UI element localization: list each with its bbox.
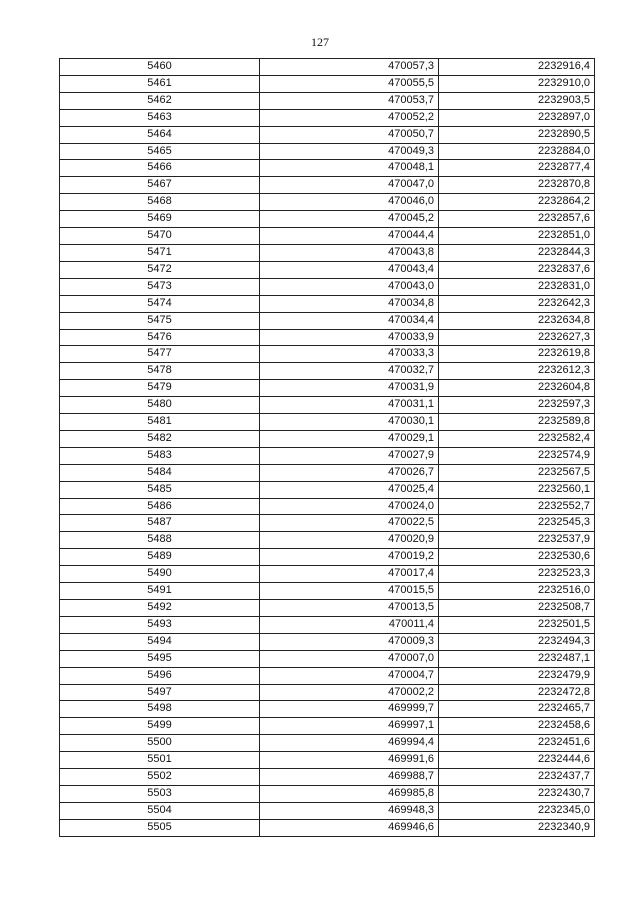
table-row bbox=[60, 600, 595, 617]
table-row bbox=[60, 532, 595, 549]
x-coordinate-cell: 469985,8 bbox=[260, 785, 439, 802]
coordinates-table-body bbox=[60, 59, 595, 837]
point-number-cell: 5462 bbox=[60, 92, 260, 109]
x-coordinate-cell: 470053,7 bbox=[260, 92, 439, 109]
table-row bbox=[60, 684, 595, 701]
point-number-cell: 5486 bbox=[60, 498, 260, 515]
table-row bbox=[60, 481, 595, 498]
point-number-cell: 5469 bbox=[60, 211, 260, 228]
table-row bbox=[60, 549, 595, 566]
point-number-cell: 5473 bbox=[60, 278, 260, 295]
x-coordinate-cell: 470031,1 bbox=[260, 397, 439, 414]
point-number-cell: 5488 bbox=[60, 532, 260, 549]
table-row bbox=[60, 566, 595, 583]
x-coordinate-cell: 470045,2 bbox=[260, 211, 439, 228]
x-coordinate-cell: 470034,4 bbox=[260, 312, 439, 329]
table-row bbox=[60, 244, 595, 261]
y-coordinate-cell: 2232472,8 bbox=[439, 684, 595, 701]
table-row bbox=[60, 701, 595, 718]
point-number-cell: 5478 bbox=[60, 363, 260, 380]
point-number-cell: 5501 bbox=[60, 752, 260, 769]
table-row bbox=[60, 802, 595, 819]
point-number-cell: 5491 bbox=[60, 583, 260, 600]
x-coordinate-cell: 470050,7 bbox=[260, 126, 439, 143]
table-row bbox=[60, 583, 595, 600]
point-number-cell: 5484 bbox=[60, 464, 260, 481]
y-coordinate-cell: 2232604,8 bbox=[439, 380, 595, 397]
point-number-cell: 5505 bbox=[60, 819, 260, 836]
table-row bbox=[60, 75, 595, 92]
point-number-cell: 5466 bbox=[60, 160, 260, 177]
y-coordinate-cell: 2232340,9 bbox=[439, 819, 595, 836]
x-coordinate-cell: 470002,2 bbox=[260, 684, 439, 701]
x-coordinate-cell: 469946,6 bbox=[260, 819, 439, 836]
y-coordinate-cell: 2232634,8 bbox=[439, 312, 595, 329]
table-row bbox=[60, 397, 595, 414]
x-coordinate-cell: 470046,0 bbox=[260, 194, 439, 211]
point-number-cell: 5490 bbox=[60, 566, 260, 583]
table-row bbox=[60, 126, 595, 143]
point-number-cell: 5480 bbox=[60, 397, 260, 414]
x-coordinate-cell: 470009,3 bbox=[260, 633, 439, 650]
y-coordinate-cell: 2232910,0 bbox=[439, 75, 595, 92]
x-coordinate-cell: 470015,5 bbox=[260, 583, 439, 600]
y-coordinate-cell: 2232530,6 bbox=[439, 549, 595, 566]
x-coordinate-cell: 470004,7 bbox=[260, 667, 439, 684]
point-number-cell: 5494 bbox=[60, 633, 260, 650]
point-number-cell: 5503 bbox=[60, 785, 260, 802]
x-coordinate-cell: 470034,8 bbox=[260, 295, 439, 312]
point-number-cell: 5464 bbox=[60, 126, 260, 143]
y-coordinate-cell: 2232451,6 bbox=[439, 735, 595, 752]
x-coordinate-cell: 470029,1 bbox=[260, 430, 439, 447]
y-coordinate-cell: 2232612,3 bbox=[439, 363, 595, 380]
point-number-cell: 5492 bbox=[60, 600, 260, 617]
point-number-cell: 5504 bbox=[60, 802, 260, 819]
x-coordinate-cell: 470043,4 bbox=[260, 261, 439, 278]
point-number-cell: 5496 bbox=[60, 667, 260, 684]
point-number-cell: 5468 bbox=[60, 194, 260, 211]
table-row bbox=[60, 667, 595, 684]
y-coordinate-cell: 2232589,8 bbox=[439, 414, 595, 431]
y-coordinate-cell: 2232479,9 bbox=[439, 667, 595, 684]
point-number-cell: 5474 bbox=[60, 295, 260, 312]
table-row bbox=[60, 160, 595, 177]
x-coordinate-cell: 470007,0 bbox=[260, 650, 439, 667]
y-coordinate-cell: 2232627,3 bbox=[439, 329, 595, 346]
y-coordinate-cell: 2232537,9 bbox=[439, 532, 595, 549]
x-coordinate-cell: 470043,8 bbox=[260, 244, 439, 261]
point-number-cell: 5475 bbox=[60, 312, 260, 329]
y-coordinate-cell: 2232831,0 bbox=[439, 278, 595, 295]
x-coordinate-cell: 470049,3 bbox=[260, 143, 439, 160]
point-number-cell: 5485 bbox=[60, 481, 260, 498]
y-coordinate-cell: 2232552,7 bbox=[439, 498, 595, 515]
table-row bbox=[60, 177, 595, 194]
table-row bbox=[60, 633, 595, 650]
point-number-cell: 5495 bbox=[60, 650, 260, 667]
point-number-cell: 5489 bbox=[60, 549, 260, 566]
table-row bbox=[60, 785, 595, 802]
table-row bbox=[60, 414, 595, 431]
point-number-cell: 5467 bbox=[60, 177, 260, 194]
y-coordinate-cell: 2232870,8 bbox=[439, 177, 595, 194]
table-row bbox=[60, 346, 595, 363]
y-coordinate-cell: 2232345,0 bbox=[439, 802, 595, 819]
y-coordinate-cell: 2232560,1 bbox=[439, 481, 595, 498]
table-row bbox=[60, 447, 595, 464]
table-row bbox=[60, 329, 595, 346]
table-row bbox=[60, 430, 595, 447]
table-row bbox=[60, 718, 595, 735]
x-coordinate-cell: 470048,1 bbox=[260, 160, 439, 177]
table-row bbox=[60, 228, 595, 245]
point-number-cell: 5499 bbox=[60, 718, 260, 735]
point-number-cell: 5500 bbox=[60, 735, 260, 752]
table-row bbox=[60, 312, 595, 329]
point-number-cell: 5498 bbox=[60, 701, 260, 718]
point-number-cell: 5463 bbox=[60, 109, 260, 126]
x-coordinate-cell: 470017,4 bbox=[260, 566, 439, 583]
x-coordinate-cell: 470043,0 bbox=[260, 278, 439, 295]
table-row bbox=[60, 261, 595, 278]
x-coordinate-cell: 469997,1 bbox=[260, 718, 439, 735]
y-coordinate-cell: 2232567,5 bbox=[439, 464, 595, 481]
x-coordinate-cell: 470030,1 bbox=[260, 414, 439, 431]
x-coordinate-cell: 470044,4 bbox=[260, 228, 439, 245]
table-row bbox=[60, 278, 595, 295]
y-coordinate-cell: 2232857,6 bbox=[439, 211, 595, 228]
y-coordinate-cell: 2232465,7 bbox=[439, 701, 595, 718]
page-number: 127 bbox=[311, 35, 329, 49]
x-coordinate-cell: 469948,3 bbox=[260, 802, 439, 819]
x-coordinate-cell: 469988,7 bbox=[260, 769, 439, 786]
x-coordinate-cell: 470024,0 bbox=[260, 498, 439, 515]
y-coordinate-cell: 2232523,3 bbox=[439, 566, 595, 583]
x-coordinate-cell: 470052,2 bbox=[260, 109, 439, 126]
y-coordinate-cell: 2232844,3 bbox=[439, 244, 595, 261]
table-row bbox=[60, 295, 595, 312]
x-coordinate-cell: 470026,7 bbox=[260, 464, 439, 481]
x-coordinate-cell: 470031,9 bbox=[260, 380, 439, 397]
table-row bbox=[60, 380, 595, 397]
y-coordinate-cell: 2232903,5 bbox=[439, 92, 595, 109]
point-number-cell: 5461 bbox=[60, 75, 260, 92]
point-number-cell: 5497 bbox=[60, 684, 260, 701]
y-coordinate-cell: 2232494,3 bbox=[439, 633, 595, 650]
y-coordinate-cell: 2232444,6 bbox=[439, 752, 595, 769]
y-coordinate-cell: 2232619,8 bbox=[439, 346, 595, 363]
table-row bbox=[60, 752, 595, 769]
table-row bbox=[60, 769, 595, 786]
x-coordinate-cell: 470022,5 bbox=[260, 515, 439, 532]
y-coordinate-cell: 2232430,7 bbox=[439, 785, 595, 802]
point-number-cell: 5482 bbox=[60, 430, 260, 447]
coordinates-table bbox=[59, 58, 595, 837]
y-coordinate-cell: 2232487,1 bbox=[439, 650, 595, 667]
table-row bbox=[60, 464, 595, 481]
point-number-cell: 5470 bbox=[60, 228, 260, 245]
point-number-cell: 5476 bbox=[60, 329, 260, 346]
y-coordinate-cell: 2232837,6 bbox=[439, 261, 595, 278]
y-coordinate-cell: 2232864,2 bbox=[439, 194, 595, 211]
y-coordinate-cell: 2232597,3 bbox=[439, 397, 595, 414]
y-coordinate-cell: 2232916,4 bbox=[439, 59, 595, 76]
point-number-cell: 5471 bbox=[60, 244, 260, 261]
x-coordinate-cell: 470057,3 bbox=[260, 59, 439, 76]
table-row bbox=[60, 211, 595, 228]
table-row bbox=[60, 650, 595, 667]
point-number-cell: 5481 bbox=[60, 414, 260, 431]
y-coordinate-cell: 2232501,5 bbox=[439, 616, 595, 633]
point-number-cell: 5487 bbox=[60, 515, 260, 532]
y-coordinate-cell: 2232877,4 bbox=[439, 160, 595, 177]
table-row bbox=[60, 59, 595, 76]
y-coordinate-cell: 2232516,0 bbox=[439, 583, 595, 600]
x-coordinate-cell: 470025,4 bbox=[260, 481, 439, 498]
x-coordinate-cell: 470019,2 bbox=[260, 549, 439, 566]
table-row bbox=[60, 109, 595, 126]
point-number-cell: 5483 bbox=[60, 447, 260, 464]
x-coordinate-cell: 470033,3 bbox=[260, 346, 439, 363]
x-coordinate-cell: 469999,7 bbox=[260, 701, 439, 718]
y-coordinate-cell: 2232642,3 bbox=[439, 295, 595, 312]
table-row bbox=[60, 194, 595, 211]
y-coordinate-cell: 2232897,0 bbox=[439, 109, 595, 126]
x-coordinate-cell: 470013,5 bbox=[260, 600, 439, 617]
y-coordinate-cell: 2232851,0 bbox=[439, 228, 595, 245]
table-row bbox=[60, 735, 595, 752]
point-number-cell: 5477 bbox=[60, 346, 260, 363]
y-coordinate-cell: 2232574,9 bbox=[439, 447, 595, 464]
point-number-cell: 5460 bbox=[60, 59, 260, 76]
table-row bbox=[60, 819, 595, 836]
x-coordinate-cell: 469991,6 bbox=[260, 752, 439, 769]
table-row bbox=[60, 515, 595, 532]
table-row bbox=[60, 143, 595, 160]
x-coordinate-cell: 470020,9 bbox=[260, 532, 439, 549]
table-row bbox=[60, 498, 595, 515]
point-number-cell: 5493 bbox=[60, 616, 260, 633]
y-coordinate-cell: 2232437,7 bbox=[439, 769, 595, 786]
x-coordinate-cell: 470047,0 bbox=[260, 177, 439, 194]
x-coordinate-cell: 470011,4 bbox=[260, 616, 439, 633]
table-row bbox=[60, 616, 595, 633]
point-number-cell: 5502 bbox=[60, 769, 260, 786]
table-row bbox=[60, 92, 595, 109]
x-coordinate-cell: 470033,9 bbox=[260, 329, 439, 346]
y-coordinate-cell: 2232458,6 bbox=[439, 718, 595, 735]
y-coordinate-cell: 2232890,5 bbox=[439, 126, 595, 143]
x-coordinate-cell: 470055,5 bbox=[260, 75, 439, 92]
x-coordinate-cell: 469994,4 bbox=[260, 735, 439, 752]
y-coordinate-cell: 2232884,0 bbox=[439, 143, 595, 160]
y-coordinate-cell: 2232582,4 bbox=[439, 430, 595, 447]
point-number-cell: 5465 bbox=[60, 143, 260, 160]
x-coordinate-cell: 470032,7 bbox=[260, 363, 439, 380]
table-row bbox=[60, 363, 595, 380]
point-number-cell: 5479 bbox=[60, 380, 260, 397]
y-coordinate-cell: 2232545,3 bbox=[439, 515, 595, 532]
y-coordinate-cell: 2232508,7 bbox=[439, 600, 595, 617]
point-number-cell: 5472 bbox=[60, 261, 260, 278]
x-coordinate-cell: 470027,9 bbox=[260, 447, 439, 464]
